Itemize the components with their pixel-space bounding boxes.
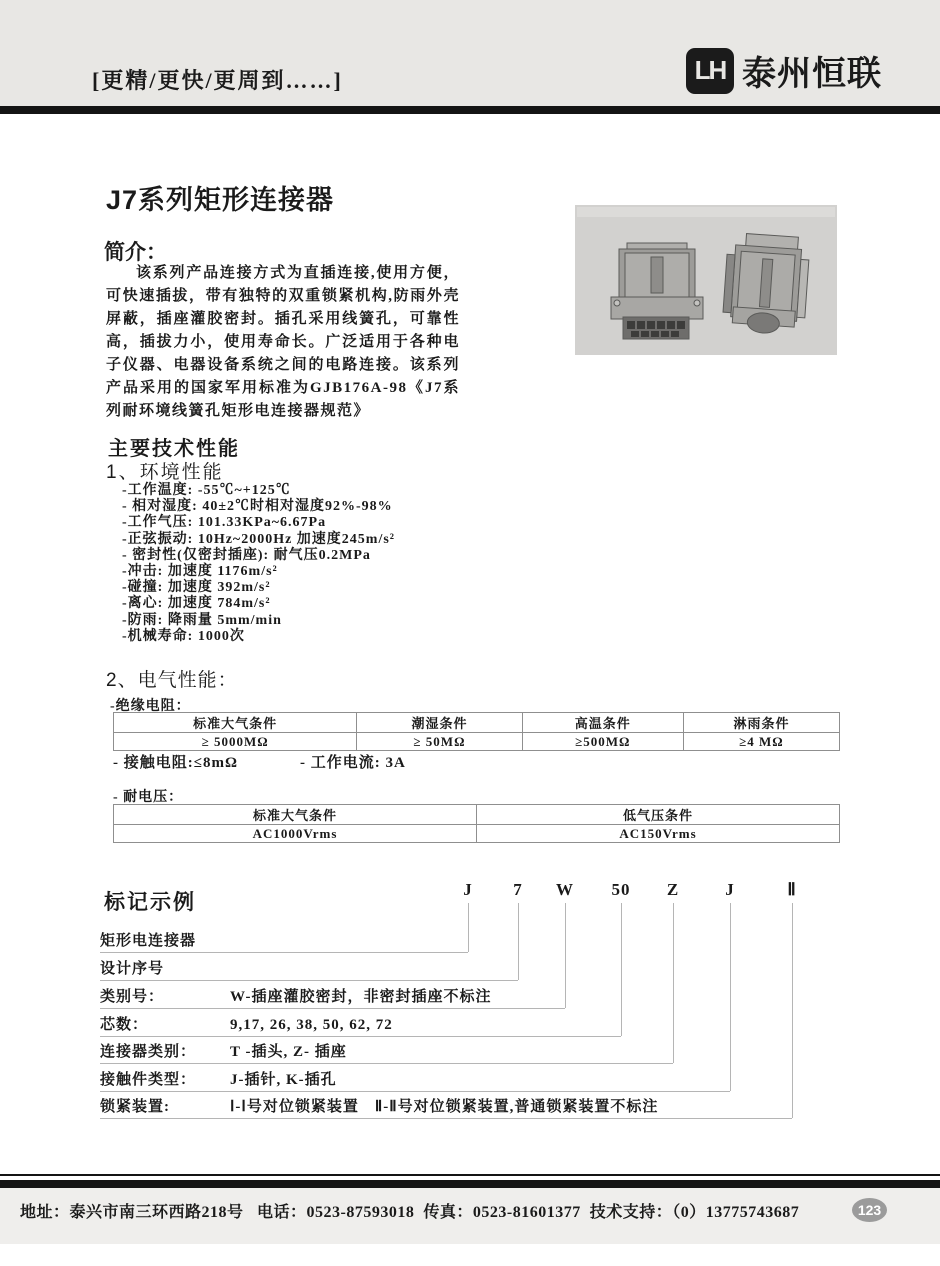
marking-row: [100, 930, 468, 953]
footer-contact-line: [20, 1199, 799, 1222]
env-spec-item: -碰撞: 加速度 392m/s²: [122, 580, 271, 596]
marking-heading: 标记示例: [104, 891, 196, 914]
code-letter: 7: [513, 880, 523, 899]
marking-row-label: 接触件类型：: [100, 1072, 197, 1088]
leader-line: [673, 903, 674, 1063]
table-value-row: [114, 825, 840, 843]
marking-row: [100, 1041, 673, 1064]
page-number-badge: 123: [852, 1198, 887, 1222]
env-spec-item: -机械寿命: 1000次: [122, 628, 245, 644]
leader-line: [730, 903, 731, 1091]
header-rule: [0, 106, 940, 114]
marking-row-desc: W-插座灌胶密封，非密封插座不标注: [230, 989, 492, 1005]
leader-line: [792, 903, 793, 1118]
env-spec-item: -工作气压: 101.33KPa~6.67Pa: [122, 515, 327, 531]
withstand-voltage-table: [113, 804, 840, 843]
marking-row-desc: Ⅰ-Ⅰ号对位锁紧装置 Ⅱ-Ⅱ号对位锁紧装置,普通锁紧装置不标注: [230, 1099, 659, 1115]
marking-row: [100, 1096, 792, 1119]
marking-row-label: 芯数：: [100, 1017, 149, 1033]
voltage-label: - 耐电压：: [113, 790, 184, 805]
brand-name: 泰州恒联: [742, 55, 882, 93]
table-header-cell: 潮湿条件: [357, 713, 523, 733]
marking-row-label: 连接器类别：: [100, 1044, 197, 1060]
marking-row: [100, 1014, 621, 1037]
table-header-row: [114, 713, 840, 733]
footer-phone: 电话：0523-87593018: [257, 1204, 415, 1221]
marking-row: [100, 986, 565, 1009]
lh-logo-icon: LH: [686, 48, 734, 94]
leader-line: [518, 903, 519, 980]
footer-address: 地址：泰兴市南三环西路218号: [20, 1204, 244, 1221]
leader-line: [621, 903, 622, 1036]
table-header-cell: 标准大气条件: [114, 805, 477, 825]
table-value-cell: ≥500MΩ: [522, 733, 683, 751]
footer-fax: 传真：0523-81601377: [423, 1204, 581, 1221]
footer-rule: [0, 1180, 940, 1188]
connector-photo-graphic: [575, 205, 837, 355]
marking-row: [100, 958, 518, 981]
env-spec-item: - 相对湿度: 40±2℃时相对湿度92%-98%: [122, 499, 393, 515]
marking-row-label: 锁紧装置:: [100, 1099, 170, 1115]
code-letter: Z: [666, 880, 680, 899]
table-value-cell: ≥ 50MΩ: [357, 733, 523, 751]
table-header-row: [114, 805, 840, 825]
elec-heading: 2、电气性能：: [106, 670, 238, 691]
table-header-cell: 高温条件: [522, 713, 683, 733]
leader-line: [565, 903, 566, 1008]
code-letter: J: [725, 880, 735, 899]
table-value-row: [114, 733, 840, 751]
intro-paragraph: 该系列产品连接方式为直插连接,使用方便，可快速插拔，带有独特的双重锁紧机构,防雨外壳屏蔽，插座灌胶密封。插孔采用线簧孔，可靠性高，插拔力小，使用寿命长。广泛适用于各种电子仪器、电器设备系统之间的电路连接。该系列产品采用的国家军用标准为GJB176A-98《J7系列耐环境线簧孔矩形电连接器规范》: [106, 265, 460, 419]
table-value-cell: AC1000Vrms: [114, 825, 477, 843]
code-letter: W: [556, 880, 574, 899]
marking-row-label: 矩形电连接器: [100, 933, 197, 949]
table-value-cell: ≥ 5000MΩ: [114, 733, 357, 751]
code-letter: Ⅱ: [787, 880, 797, 899]
code-letter: J: [463, 880, 473, 899]
product-photo: [575, 205, 837, 355]
table-header-cell: 淋雨条件: [683, 713, 839, 733]
marking-row: [100, 1069, 730, 1092]
marking-row-desc: T -插头, Z- 插座: [230, 1044, 347, 1060]
code-letter: 50: [611, 880, 631, 899]
marking-row-desc: J-插针, K-插孔: [230, 1072, 337, 1088]
env-spec-item: -工作温度: -55℃~+125℃: [122, 483, 291, 498]
table-header-cell: 低气压条件: [477, 805, 840, 825]
tech-heading: 主要技术性能: [108, 438, 240, 460]
header-slogan: [更精/更快/更周到……]: [92, 68, 343, 93]
intro-heading: 简介：: [104, 241, 167, 264]
contact-resistance: - 接触电阻:≤8mΩ: [113, 755, 238, 771]
env-spec-item: -防雨: 降雨量 5mm/min: [122, 612, 282, 628]
env-spec-item: -离心: 加速度 784m/s²: [122, 596, 271, 612]
env-heading: 1、环境性能: [106, 462, 224, 483]
table-value-cell: AC150Vrms: [477, 825, 840, 843]
page-title: J7系列矩形连接器: [106, 185, 335, 215]
footer-thin-rule: [0, 1174, 940, 1176]
marking-row-desc: 9,17, 26, 38, 50, 62, 72: [230, 1017, 393, 1033]
env-spec-item: -正弦振动: 10Hz~2000Hz 加速度245m/s²: [122, 531, 396, 547]
working-current: - 工作电流: 3A: [299, 755, 406, 771]
env-spec-item: - 密封性(仅密封插座): 耐气压0.2MPa: [122, 547, 371, 563]
marking-row-label: 设计序号: [100, 961, 165, 977]
env-spec-item: -冲击: 加速度 1176m/s²: [122, 563, 278, 579]
insulation-resistance-table: [113, 712, 840, 751]
insulation-label: -绝缘电阻：: [110, 699, 191, 714]
env-spec-list: [122, 483, 395, 645]
brand-block: [686, 46, 882, 95]
table-header-cell: 标准大气条件: [114, 713, 357, 733]
leader-line: [468, 903, 469, 952]
table-value-cell: ≥4 MΩ: [683, 733, 839, 751]
marking-row-label: 类别号：: [100, 989, 165, 1005]
contact-current-row: [113, 751, 406, 772]
footer-support: 技术支持：（0）13775743687: [589, 1204, 800, 1221]
